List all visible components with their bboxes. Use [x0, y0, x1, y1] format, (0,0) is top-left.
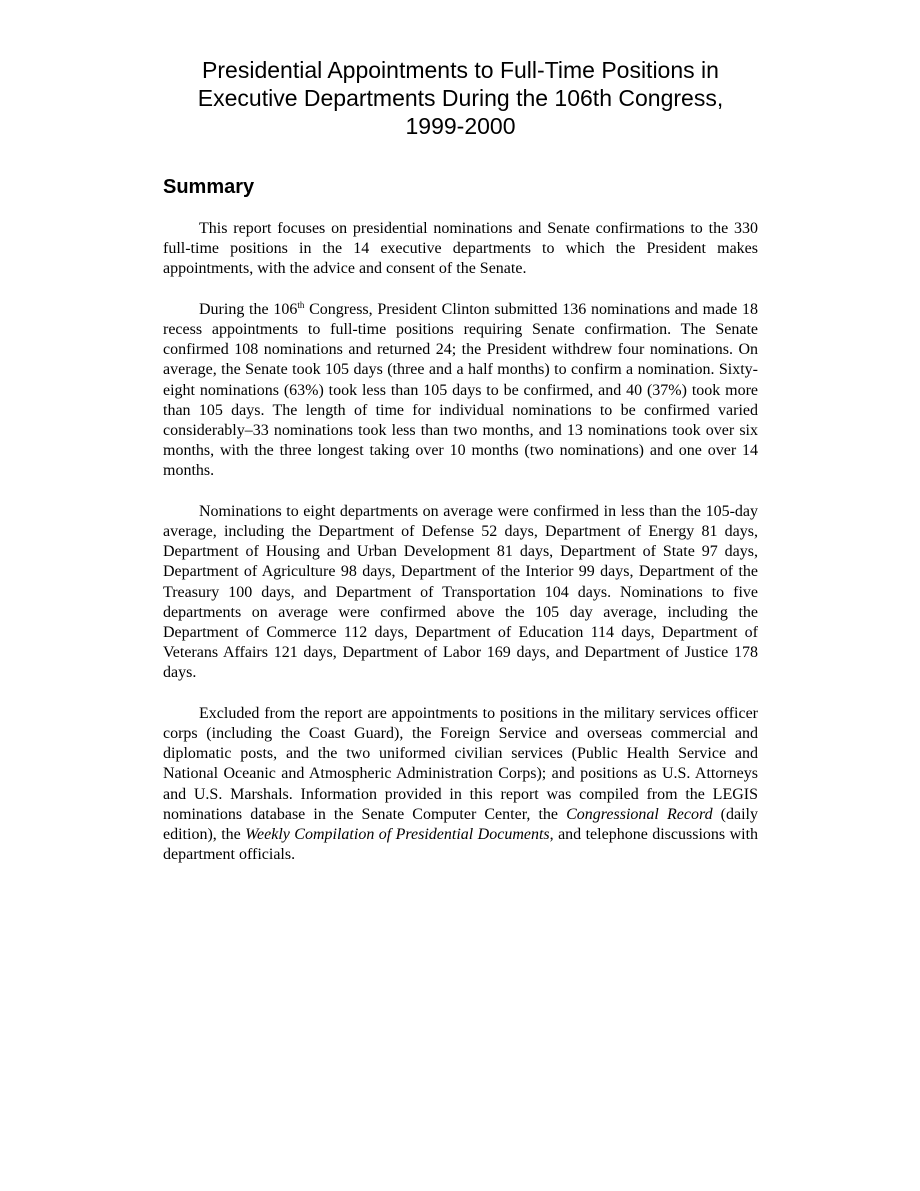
title-line-2: Executive Departments During the 106th Congress, — [197, 85, 724, 111]
paragraph-4-part-a: Excluded from the report are appointments to positions in the military services officer corps (including the Coast Guard), the Foreign Service and overseas commercial and diplomatic posts, and the two uniformed civilian services (Public Health Service and National Oceanic and Atmospheric Administration Corps); and positions as U.S. Attorneys and U.S. Marshals. Information provided in this report was compiled from the LEGIS nominations database in the Senate Computer Center, the — [163, 704, 758, 823]
title-line-3: 1999-2000 — [405, 113, 516, 139]
citation-congressional-record: Congressional Record — [566, 805, 713, 823]
paragraph-2 — [163, 300, 758, 482]
ordinal-superscript: th — [297, 299, 305, 310]
paragraph-2-start: During the 106 — [199, 300, 298, 318]
document-title — [163, 56, 758, 140]
paragraph-1: This report focuses on presidential nominations and Senate confirmations to the 330 full-time positions in the 14 executive departments to which the President makes appointments, with the advice and consent of the Senate. — [163, 220, 758, 278]
paragraph-4-part-c: , and telephone discussions with department officials. — [163, 826, 759, 864]
title-line-1: Presidential Appointments to Full-Time Positions in — [202, 57, 719, 83]
summary-body — [163, 219, 758, 886]
paragraph-4-part-b: (daily edition), the — [163, 805, 758, 844]
section-heading-summary: Summary — [163, 176, 255, 198]
paragraph-4 — [163, 704, 758, 866]
paragraph-2-rest: Congress, President Clinton submitted 136 nominations and made 18 recess appointments to full-time positions requiring Senate confirmation. The Senate confirmed 108 nominations and returned 24; the President withdrew four nominations. On average, the Senate took 105 days (three and a half months) to confirm a nomination. Sixty-eight nominations (63%) took less than 105 days to be confirmed, and 40 (37%) took more than 105 days. The length of time for individual nominations to be confirmed varied considerably–33 nominations took less than two months, and 13 nominations took over six months, with the three longest taking over 10 months (two nominations) and one over 14 months. — [163, 300, 759, 480]
paragraph-3: Nominations to eight departments on average were confirmed in less than the 105-day average, including the Department of Defense 52 days, Department of Energy 81 days, Department of Housing and Urban Development 81 days, Department of State 97 days, Department of Agriculture 98 days, Department of the Interior 99 days, Department of the Treasury 100 days, and Department of Transportation 104 days. Nominations to five departments on average were confirmed above the 105 day average, including the Department of Commerce 112 days, Department of Education 114 days, Department of Veterans Affairs 121 days, Department of Labor 169 days, and Department of Justice 178 days. — [163, 502, 758, 682]
citation-weekly-compilation: Weekly Compilation of Presidential Documents — [245, 826, 550, 844]
